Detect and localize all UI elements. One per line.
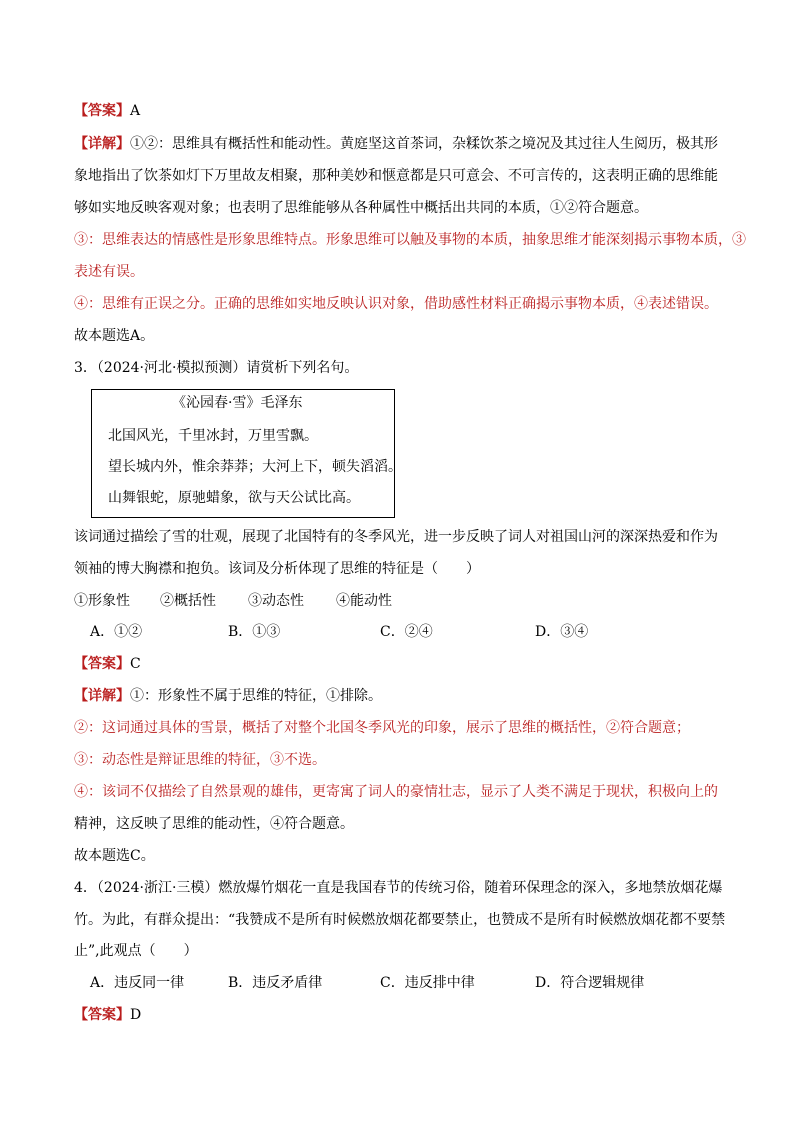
answer-tag: 【答案】 <box>74 103 130 119</box>
option-a: A．违反同一律 <box>90 975 185 991</box>
answer-line-q2 <box>74 101 140 121</box>
detail-line <box>74 134 718 154</box>
analysis-red-line: ③：动态性是辩证思维的特征，③不选。 <box>74 752 326 768</box>
answer-value: D <box>130 1007 142 1023</box>
detail-text-line: 够如实地反映客观对象；也表明了思维能够从各种属性中概括出共同的本质，①②符合题意。 <box>74 200 648 216</box>
question-text-line: 止”,此观点（ ） <box>74 943 198 959</box>
analysis-red-line: ④：思维有正误之分。正确的思维如实地反映认识对象，借助感性材料正确揭示事物本质，④表述错误。 <box>74 296 718 312</box>
answer-value: A <box>130 103 141 119</box>
answer-tag: 【答案】 <box>74 656 130 672</box>
question-stem: 3．（2024·河北·模拟预测）请赏析下列名句。 <box>74 360 359 376</box>
item: ②概括性 <box>160 593 216 609</box>
item: ③动态性 <box>248 593 304 609</box>
answer-value: C <box>130 656 141 672</box>
detail-text: ①：形象性不属于思维的特征，①排除。 <box>130 688 382 704</box>
option-c: C．违反排中律 <box>380 975 475 991</box>
answer-tag: 【答案】 <box>74 1007 130 1023</box>
analysis-red-line: 表述有误。 <box>74 264 144 280</box>
poem-line: 望长城内外，惟余莽莽；大河上下，顿失滔滔。 <box>108 459 402 475</box>
answer-line-q4 <box>74 1005 141 1025</box>
analysis-red-line: ④：该词不仅描绘了自然景观的雄伟，更寄寓了词人的豪情壮志，显示了人类不满足于现状，积极向上的 <box>74 784 718 800</box>
option-a: A．①② <box>90 624 143 640</box>
option-d: D．③④ <box>535 624 589 640</box>
analysis-red-line: ②：这词通过具体的雪景，概括了对整个北国冬季风光的印象，展示了思维的概括性，②符合题意； <box>74 720 690 736</box>
question-stem: 4．（2024·浙江·三模）燃放爆竹烟花一直是我国春节的传统习俗，随着环保理念的深入，多地禁放烟花爆 <box>74 880 723 896</box>
detail-tag: 【详解】 <box>74 688 130 704</box>
analysis-line: 精神，这反映了思维的能动性，④符合题意。 <box>74 816 354 832</box>
poem-line: 山舞银蛇，原驰蜡象，欲与天公试比高。 <box>108 490 360 506</box>
option-b: B．违反矛盾律 <box>228 975 323 991</box>
option-b: B．①③ <box>228 624 281 640</box>
detail-text-line: 象地指出了饮茶如灯下万里故友相聚，那种美妙和惬意都是只可意会、不可言传的，这表明正确的思维能 <box>74 168 718 184</box>
item: ④能动性 <box>336 593 392 609</box>
detail-tag: 【详解】 <box>74 136 130 152</box>
analysis-red-line: ③：思维表达的情感性是形象思维特点。形象思维可以触及事物的本质，抽象思维才能深刻揭示事物本质，③ <box>74 232 746 248</box>
conclusion-line: 故本题选A。 <box>74 328 155 344</box>
poem-line: 北国风光，千里冰封，万里雪飘。 <box>108 428 318 444</box>
poem-box <box>91 389 402 518</box>
detail-text: ①②：思维具有概括性和能动性。黄庭坚这首茶词，杂糅饮茶之境况及其过往人生阅历，极其形 <box>130 136 718 152</box>
option-c: C．②④ <box>380 624 433 640</box>
question-text-line: 竹。为此，有群众提出：“我赞成不是所有时候燃放烟花都要禁止，也赞成不是所有时候燃放烟花都不要禁 <box>74 912 726 928</box>
answer-line-q3 <box>74 654 141 674</box>
option-d: D．符合逻辑规律 <box>535 975 645 991</box>
detail-line <box>74 686 382 706</box>
question-text-line: 该词通过描绘了雪的壮观，展现了北国特有的冬季风光，进一步反映了词人对祖国山河的深深热爱和作为 <box>74 529 718 545</box>
poem-title: 《沁园春·雪》毛泽东 <box>172 395 303 411</box>
conclusion-line: 故本题选C。 <box>74 848 155 864</box>
question-text-line: 领袖的博大胸襟和抱负。该词及分析体现了思维的特征是（ ） <box>74 561 480 577</box>
item: ①形象性 <box>74 593 130 609</box>
